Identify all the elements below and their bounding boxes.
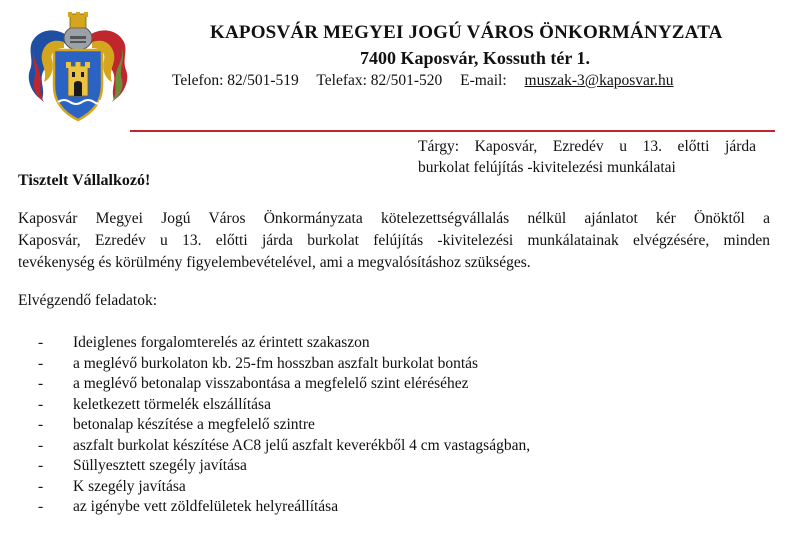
coat-of-arms-icon [24,8,132,122]
phone-text: Telefon: 82/501-519 [172,72,299,89]
task-text: aszfalt burkolat készítése AC8 jelű aszfalt keverékből 4 cm vastagságban, [73,436,531,454]
bullet-dash: - [38,477,44,495]
salutation: Tisztelt Vállalkozó! [18,172,151,189]
list-item [38,497,738,518]
body-line: tevékenység és körülmény figyelembevételével, ami a megvalósításhoz szükséges. [18,254,531,271]
subject-line: Tárgy: Kaposvár, Ezredév u 13. előtti járda [418,138,756,155]
list-item [38,395,738,416]
bullet-dash: - [38,375,44,392]
list-item [38,477,738,498]
list-item [38,436,738,457]
task-text: Süllyesztett szegély javítása [73,457,247,474]
bullet-dash: - [38,395,44,413]
letterhead-divider [130,130,775,132]
subject-line: burkolat felújítás -kivitelezési munkálatai [418,159,676,176]
subject-block [418,136,756,178]
task-text: K szegély javítása [73,477,186,495]
task-text: keletkezett törmelék elszállítása [73,395,271,413]
list-item [38,354,738,375]
task-text: Ideiglenes forgalomterelés az érintett szakaszon [73,334,370,351]
bullet-dash: - [38,498,44,515]
tasks-heading: Elvégzendő feladatok: [18,292,158,309]
list-item [38,415,738,436]
bullet-dash: - [38,354,44,372]
task-text: a meglévő betonalap visszabontása a megfelelő szint eléréséhez [73,375,469,392]
list-item [38,456,738,477]
list-item [38,374,738,395]
municipality-address: 7400 Kaposvár, Kossuth tér 1. [360,48,591,68]
bullet-dash: - [38,436,44,454]
email-label: E-mail: [460,72,507,89]
body-line: Kaposvár, Ezredév u 13. előtti járda burkolat felújítás -kivitelezési munkálatainak elvégzésére, minden [18,232,770,249]
fax-text: Telefax: 82/501-520 [316,72,443,89]
bullet-dash: - [38,334,44,351]
body-line: Kaposvár Megyei Jogú Város Önkormányzata kötelezettségvállalás nélkül ajánlatot kér Önöktől a [18,210,770,227]
task-text: betonalap készítése a megfelelő szintre [73,416,315,433]
municipality-title: KAPOSVÁR MEGYEI JOGÚ VÁROS ÖNKORMÁNYZATA [210,22,723,43]
contact-line [172,72,674,90]
task-text: a meglévő burkolaton kb. 25-fm hosszban aszfalt burkolat bontás [73,354,479,372]
body-paragraph [18,208,770,274]
list-item [38,333,738,354]
bullet-dash: - [38,457,44,474]
bullet-dash: - [38,416,44,433]
email-link[interactable]: muszak-3@kaposvar.hu [524,72,674,89]
task-list [38,333,738,518]
task-text: az igénybe vett zöldfelületek helyreállítása [73,498,339,515]
